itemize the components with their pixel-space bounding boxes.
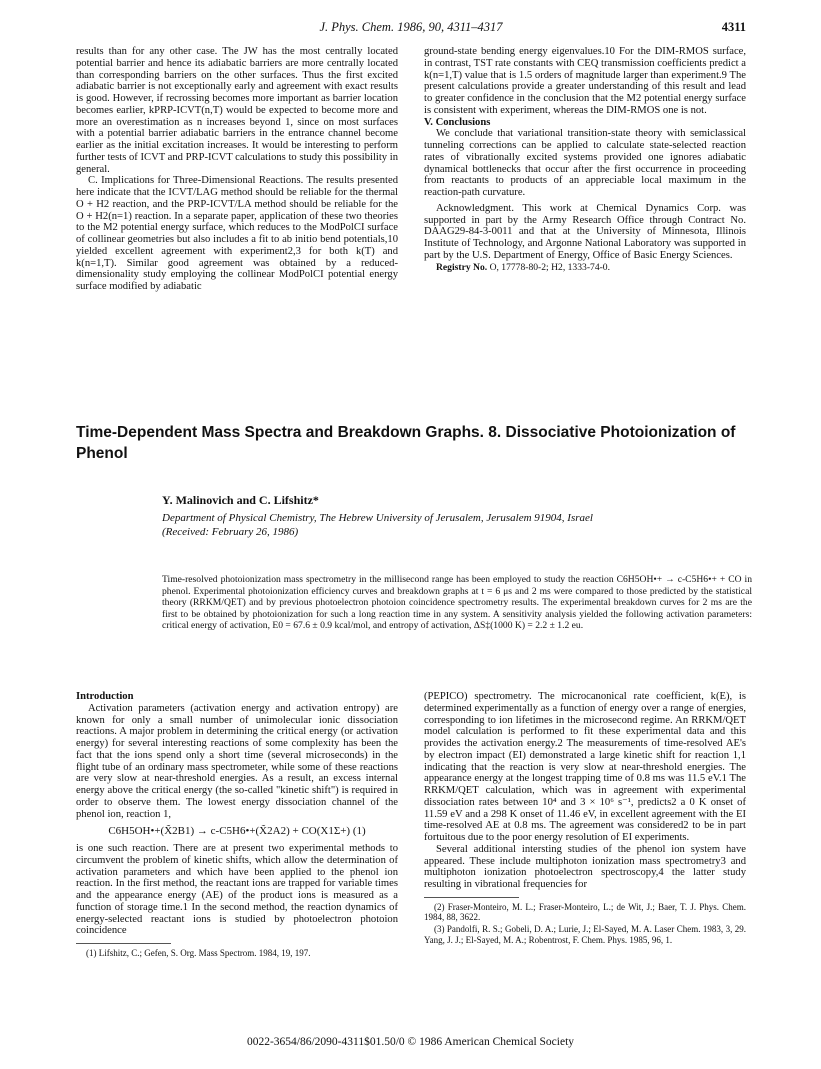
paragraph: C. Implications for Three-Dimensional Reactions. The results presented here indicate that the ICVT/LAG method should be reliable for the thermal O + H2 reaction, and the PRP-ICVT/LA method should be reliable for the O + H2(n=1) reaction. In a separate paper, application of these two theories to the M2 potential energy surface, which reduces to the ModPolCI surface of collinear geometries but also includes a fit to ab initio bend potentials,10 yielded excellent agreement with experiment2,3 for both k(T) and k(n=1,T). Similar good agreement was obtained by a reduced-dimensionality study employing the collinear ModPolCI potential energy surface modified by adiabatic — [76, 175, 398, 292]
registry-label: Registry No. — [436, 261, 488, 273]
section-heading: V. Conclusions — [424, 116, 491, 128]
article-title: Time-Dependent Mass Spectra and Breakdown Graphs. 8. Dissociative Photoionization of Phenol — [76, 424, 736, 462]
equation-1: C6H5OH•+(X̃2B1) → c-C5H6•+(X̃2A2) + CO(X1Σ+) (1) — [108, 825, 366, 838]
received-date: (Received: February 26, 1986) — [162, 525, 299, 538]
section-heading: Introduction — [76, 691, 134, 702]
journal-citation: J. Phys. Chem. 1986, 90, 4311–4317 — [319, 20, 503, 34]
paragraph: is one such reaction. There are at present two experimental methods to circumvent the problem of kinetic shifts, which allow the determination of activation parameters and which have been applied to the phenol ion reaction. In the first method, the reactant ions are trapped for variable times and the appearance energy (AE) of the product ions is measured as a function of storage time.1 In the second method, the reaction dynamics of energy-selected reactant ions is studied by photoelectron photoion coincidence — [76, 843, 398, 937]
paragraph: results than for any other case. The JW has the most centrally located potential barrier and hence its adiabatic barriers are more centrally located than corresponding barriers on the other surfaces. Thus the first excited adiabatic barrier is not exceptionally early and agreement with exact results is good. However, if recrossing becomes more important as barrier location becomes earlier, kPRP-ICVT(n,T) would be expected to become more and more an overestimation as n increases beyond 1, since on most surfaces with a potential barrier adiabatic barriers in the entrance channel become earlier as the initial excitation increases. It would be interesting to perform further tests of ICVT and PRP-ICVT calculations to study this possibility in general. — [76, 46, 398, 175]
footnote-rule — [76, 943, 171, 944]
footnote: (2) Fraser-Monteiro, M. L.; Fraser-Monteiro, L.; de Wit, J.; Baer, T. J. Phys. Chem. 1984, 88, 3622. — [424, 901, 746, 923]
top-right-column — [424, 46, 746, 273]
page-header — [76, 20, 746, 38]
footnote-rule — [424, 897, 519, 898]
paragraph: Several additional intersting studies of the phenol ion system have appeared. These include multiphoton ionization mass spectrometry3 and multiphoton ionization photoelectron spectroscopy,4 the latter study resulting in vibrational frequencies for — [424, 843, 746, 890]
page-footer: 0022-3654/86/2090-4311$01.50/0 © 1986 American Chemical Society — [246, 1036, 575, 1048]
abstract: Time-resolved photoionization mass spectrometry in the millisecond range has been employed to study the reaction C6H5OH•+ → c-C5H6•+ + CO in phenol. Experimental photoionization efficiency curves and breakdown graphs at t = 6 μs and 2 ms were compared to those predicted by the statistical theory (RRKM/QET) and by previous photoelectron photoion coincidence spectrometry results. The experimental breakdown curves for 2 ms are the first to be obtained by photoionization for such a long reaction time in any system. A sensitivity analysis yielded the following activation parameters: critical energy of activation, E0 = 67.6 ± 0.9 kcal/mol, and entropy of activation, ΔS‡(1000 K) = 2.2 ± 1.2 eu. — [162, 574, 752, 632]
acknowledgment: Acknowledgment. This work at Chemical Dynamics Corp. was supported in part by the Army Research Office through Contract No. DAAG29-84-3-0011 and that at the University of Minnesota, Illinois Institute of Technology, and Argonne National Laboratory was supported in part by the U.S. Department of Energy, Office of Basic Energy Sciences. — [424, 202, 746, 261]
footnote: (3) Pandolfi, R. S.; Gobeli, D. A.; Lurie, J.; El-Sayed, M. A. Laser Chem. 1983, 3, 29. Yang, J. J.; El-Sayed, M. A.; Robentrost, F. Chem. Phys. 1985, 96, 1. — [424, 923, 746, 945]
affiliation-block — [162, 512, 722, 539]
paragraph: ground-state bending energy eigenvalues.10 For the DIM-RMOS surface, in contrast, TST rate constants with CEQ transmission coefficients predict a k(n=1,T) value that is 1.5 orders of magnitude larger than experiment.9 The present calculations provide a greater understanding of this result and lead to greater confidence in the conclusion that the M2 potential energy surface is consistent with experiment, whereas the DIM-RMOS one is not. — [424, 46, 746, 116]
paragraph: We conclude that variational transition-state theory with semiclassical tunneling corrections can be applied to calculate state-selected reaction rates of vibrationally excited systems provided one ignores adiabatic dynamical bottlenecks that occur after the first occurrence in proceeding from reactants to products of an appreciable local maximum in the reaction-path curvature. — [424, 128, 746, 198]
footnotes — [424, 902, 746, 945]
footnote: (1) Lifshitz, C.; Gefen, S. Org. Mass Spectrom. 1984, 19, 197. — [86, 948, 311, 958]
footnotes — [76, 948, 398, 959]
paragraph: Activation parameters (activation energy and activation entropy) are known for only a small number of unimolecular ionic dissociation reactions. A major problem in determining the critical energy (or activation energy) for several interesting reactions of some complexity has been the fact that the ions spend only a short time (several microseconds) in the flight tube of an ordinary mass spectrometer, while some of these reactions are very slow at near-threshold energies. As a result, an excess internal energy above the critical energy (the so-called "kinetic shift") is required in order to observe them. The lowest energy dissociation channel of the phenol ion, reaction 1, — [76, 702, 398, 820]
registry-text: O, 17778-80-2; H2, 1333-74-0. — [489, 261, 611, 273]
top-left-column — [76, 46, 398, 293]
registry-numbers — [424, 262, 746, 274]
page-number: 4311 — [721, 20, 746, 34]
article-authors: Y. Malinovich and C. Lifshitz* — [162, 493, 319, 507]
affiliation: Department of Physical Chemistry, The Hebrew University of Jerusalem, Jerusalem 91904, Israel — [162, 512, 593, 524]
bottom-left-column — [76, 691, 398, 960]
bottom-right-column — [424, 691, 746, 946]
paragraph: (PEPICO) spectrometry. The microcanonical rate coefficient, k(E), is determined experimentally as a function of energy over a range of energies, corresponding to ion lifetimes in the microsecond regime. An RRKM/QET model calculation is performed to fit these experimental data and this provides the activation energy.2 The measurements of time-resolved AE's by electron impact (EI) demonstrated a large kinetic shift for reaction 1,1 indicating that the reaction is very slow at near-threshold energies. The appearance energy at the longest trapping time of 0.8 ms was 11.5 eV.1 The RRKM/QET calculation, which was in agreement with experimental dissociation rates between 10⁴ and 3 × 10⁶ s⁻¹, predicts2 a 0 K onset of 11.59 eV and a 298 K onset of 11.46 eV, in excellent agreement with the EI time-resolved AE at 0.8 ms. The agreement was considered2 to be in part fortuitous due to the poor energy resolution of EI experiments. — [424, 691, 746, 843]
